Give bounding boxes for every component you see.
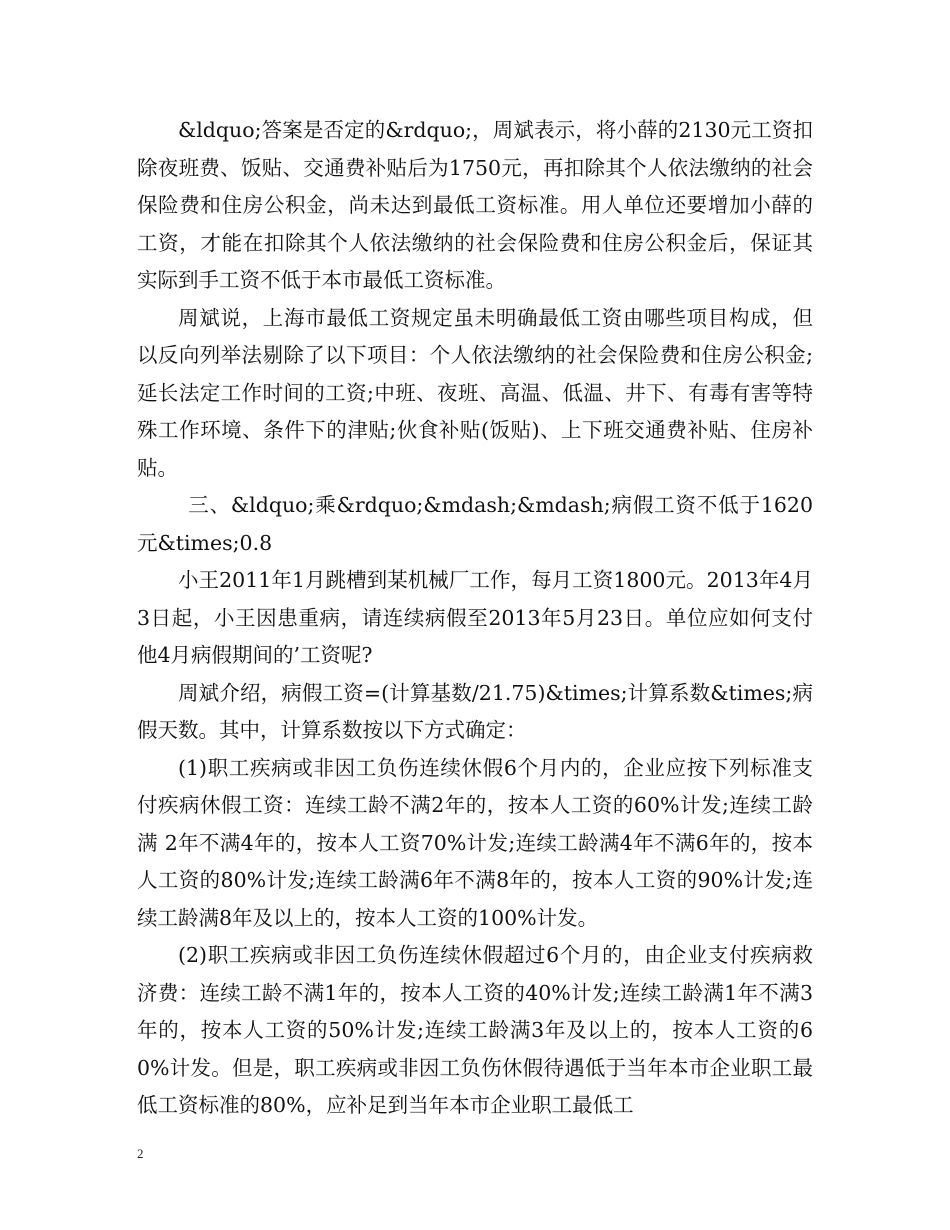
page-number: 2 bbox=[137, 1146, 144, 1161]
document-body bbox=[137, 112, 813, 1125]
paragraph-sick-pay-formula: 周斌介绍，病假工资=(计算基数/21.75)&times;计算系数&times;病假天数。其中，计算系数按以下方式确定： bbox=[137, 680, 813, 742]
section-heading-sick-pay: 三、&ldquo;乘&rdquo;&mdash;&mdash;病假工资不低于1620元&times;0.8 bbox=[137, 493, 813, 555]
paragraph-rule-within-six-months: (1)职工疾病或非因工负伤连续休假6个月内的，企业应按下列标准支付疾病休假工资：连续工龄不满2年的，按本人工资的60%计发;连续工龄满 2年不满4年的，按本人工资70%计发;连续工龄满4年不满6年的，按本人工资的80%计发;连续工龄满6年不满8年的，按本人工资的90%计发;连续工龄满8年及以上的，按本人工资的100%计发。 bbox=[137, 755, 813, 930]
paragraph-minimum-wage-answer: &ldquo;答案是否定的&rdquo;，周斌表示，将小薛的2130元工资扣除夜班费、饭贴、交通费补贴后为1750元，再扣除其个人依法缴纳的社会保险费和住房公积金，尚未达到最低工资标准。用人单位还要增加小薛的工资，才能在扣除其个人依法缴纳的社会保险费和住房公积金后，保证其实际到手工资不低于本市最低工资标准。 bbox=[137, 118, 813, 292]
paragraph-sick-leave-case: 小王2011年1月跳槽到某机械厂工作，每月工资1800元。2013年4月3日起，小王因患重病，请连续病假至2013年5月23日。单位应如何支付他4月病假期间的’工资呢? bbox=[137, 568, 813, 667]
paragraph-rule-over-six-months: (2)职工疾病或非因工负伤连续休假超过6个月的，由企业支付疾病救济费：连续工龄不满1年的，按本人工资的40%计发;连续工龄满1年不满3 年的，按本人工资的50%计发;连续工龄满3年及以上的，按本人工资的60%计发。但是，职工疾病或非因工负伤休假待遇低于当年本市企业职工最低工资标准的80%，应补足到当年本市企业职工最低工 bbox=[137, 943, 813, 1117]
paragraph-minimum-wage-exclusions: 周斌说，上海市最低工资规定虽未明确最低工资由哪些项目构成，但以反向列举法剔除了以下项目：个人依法缴纳的社会保险费和住房公积金;延长法定工作时间的工资;中班、夜班、高温、低温、井下、有毒有害等特殊工作环境、条件下的津贴;伙食补贴(饭贴)、上下班交通费补贴、住房补贴。 bbox=[137, 305, 813, 480]
